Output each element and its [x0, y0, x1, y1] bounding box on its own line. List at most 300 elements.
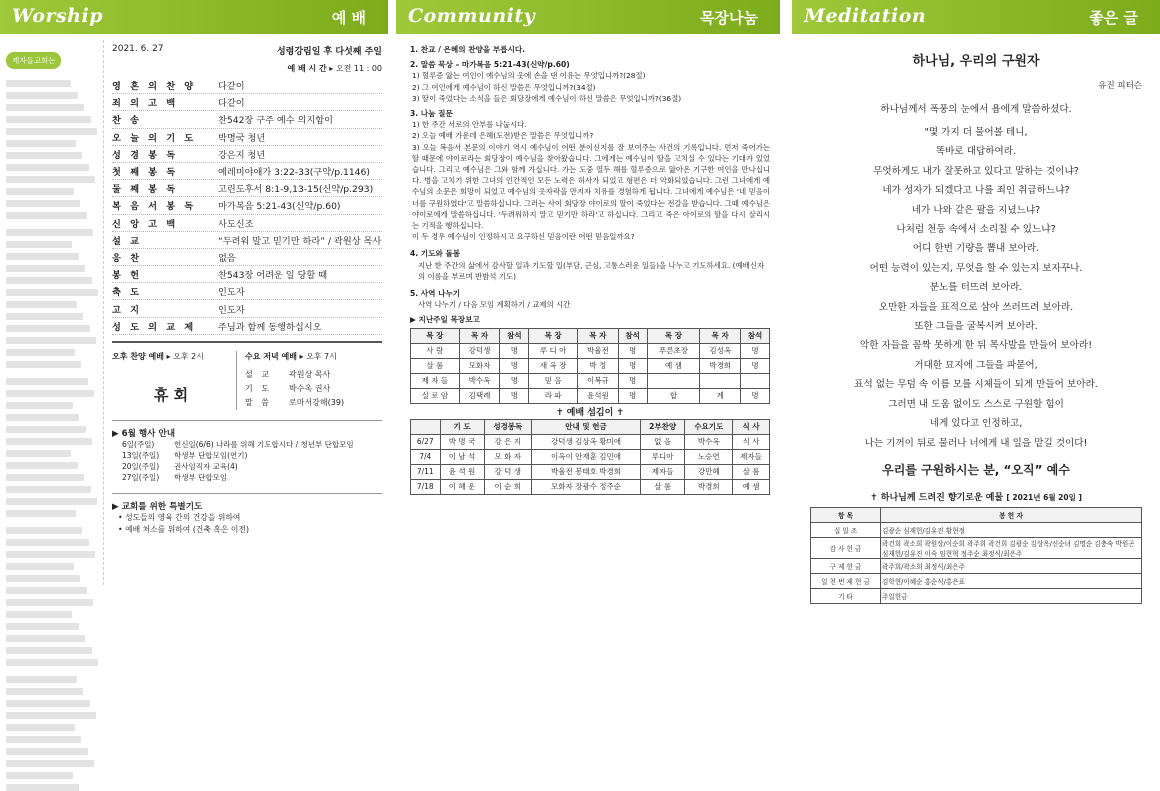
table-cell: 모화자 장광수 정주순 [532, 479, 641, 494]
order-row [112, 111, 382, 128]
table-cell: 박수옥 [685, 434, 733, 449]
sidebar-faded-text-line [6, 712, 96, 719]
sidebar-faded-text-line [6, 200, 80, 207]
poem-line: 어디 한번 기량을 뽐내 보아라. [912, 243, 1040, 255]
poem-line: 또한 그들을 굴복시켜 보아라. [914, 321, 1038, 333]
sidebar-faded-text-line [6, 724, 75, 731]
poem-line: 그러면 내 도움 없이도 스스로 구원할 힘이 [888, 398, 1064, 410]
community-banner-title: Community [408, 5, 536, 27]
sidebar-faded-text-line [6, 289, 98, 296]
afternoon-service-time: 오후 2시 [173, 351, 204, 361]
sidebar-faded-text-line [6, 164, 89, 171]
table-header-cell [411, 419, 441, 434]
step-prayer: 4. 기도와 돌봄 [410, 249, 461, 259]
sidebar-faded-text-line [6, 349, 75, 356]
order-row [112, 215, 382, 232]
order-item-name: 봉 헌 [112, 270, 142, 282]
table-cell [700, 373, 741, 388]
worship-panel [0, 0, 388, 587]
sidebar-faded-text-line [6, 659, 98, 666]
sidebar-faded-text-line [6, 772, 73, 779]
table-cell: 6/27 [411, 434, 441, 449]
ministry-text: 사역 나누기 / 다음 모임 계획하기 / 교제의 시간 [418, 300, 571, 310]
prayer-item-text: 성도들의 영육 간의 건강을 위하여 [125, 512, 241, 522]
offering-row [811, 558, 1142, 573]
offering-title: 하나님께 드려진 향기로운 예물 [880, 492, 1004, 503]
table-cell: 기 타 [811, 588, 881, 603]
order-item-name: 고 지 [112, 304, 142, 316]
table-header-row [811, 507, 1142, 522]
table-cell: 강덕생 [459, 343, 500, 358]
wednesday-item-name: 말 씀 [245, 398, 272, 408]
sidebar-faded-text-line [6, 378, 88, 385]
table-cell: 박 정 [577, 358, 618, 373]
order-item-value: 찬543장 어려운 일 당할 때 [218, 270, 328, 282]
order-item-value: 사도신조 [218, 218, 254, 230]
event-row [122, 461, 382, 472]
worship-order: 2021. 6. 27 성령강림일 후 다섯째 주일 예 배 시 간 ▸ 오전 11 : 00 영 혼 의 찬 양 다같이 죄 의 고 백 다같이 찬 송 찬542장 구주 예수 의지함이 오 늘 의 기 도 박명국 청년 성 경 봉 독 강은지 청년 첫 째 봉 독 예레미야애가 3:22-33(구약/p.1146) 둘 째 봉 독 고린도후서 8:1-9,13-15(신약/p.293) 복 음 서 봉 독 마가복음 5:21-43(신약/p.60) 신 앙 고 백 사도신조 설 교 “두려워 말고 믿기만 하라” / 곽원상 목사 응 찬 없음 봉 헌 찬543장 어려운 일 당할 때 축 도 인도자 고 지 인도자 성 도 의 교 제 주님과 함께 동행하십시오 오후 찬양 예배 ▸ 오후 2시 휴 회 수요 저녁 예배 ▸ 오후 7시 설 교 곽원상 목사 기 도 박수옥 권사 말 씀 로마서강해(39) ▶ 6월 행사 안내 6일(주일) 헌신일(6/6) 나라를 위해 기도합시다 / 청년부 단합모임 13일(주일) 학생부 단합모임(연기) 20일(주일) 권사임직자 교육(4) 27일(주일) 학생부 단합모임 ▶ 교회를 위한 특별기도 • 성도들의 영육 간의 건강을 위하여 • 예배 처소를 위하여 (건축 혹은 이전) [112, 44, 382, 534]
sidebar-faded-text-line [6, 128, 97, 135]
sidebar-faded-text-line [6, 301, 77, 308]
wednesday-row [245, 368, 382, 382]
order-row [112, 197, 382, 214]
sidebar-faded-text-line [6, 116, 91, 123]
sidebar-faded-text-line [6, 611, 72, 618]
table-cell: 제자들 [640, 464, 685, 479]
event-row [122, 439, 382, 450]
order-item-name: 영 혼 의 찬 양 [112, 81, 197, 93]
sidebar-faded-text-line [6, 450, 71, 457]
church-intro-badge: 제자들교회는 [6, 52, 61, 69]
meditation-banner-korean: 좋은 글 [1089, 9, 1138, 27]
table-cell: 강 은 지 [484, 434, 532, 449]
order-row [112, 300, 382, 317]
meditation-question: 2) 그 여인에게 예수님이 하신 말씀은 무엇입니까?(34절) [412, 82, 596, 92]
event-text: 학생부 단합모임(연기) [174, 450, 248, 460]
meditation-subtitle: 우리를 구원하시는 분, “오직” 예수 [882, 462, 1070, 477]
sidebar-faded-text-line [6, 575, 80, 582]
sidebar-faded-text-line [6, 736, 81, 743]
event-text: 헌신일(6/6) 나라를 위해 기도합시다 / 청년부 단합모임 [174, 439, 354, 449]
order-item-value: 강은지 청년 [218, 149, 266, 161]
table-cell: 모화자 [459, 358, 500, 373]
meditation-banner [792, 0, 1160, 34]
step-meditation: 2. 말씀 묵상 – 마가복음 5:21-43(신약/p.60) [410, 60, 570, 70]
step-praise: 1. 찬교 / 은혜의 찬양을 부릅시다. [410, 45, 526, 54]
offering-row [811, 588, 1142, 603]
event-text: 권사임직자 교육(4) [174, 461, 238, 471]
table-cell: 살 롬 [640, 479, 685, 494]
table-header-row [411, 419, 770, 434]
table-cell: 명 [741, 358, 770, 373]
table-cell: 김광순 심재헌/김유진 황현정 [881, 522, 1142, 537]
table-header-cell: 기 도 [440, 419, 484, 434]
poem-line: "몇 가지 더 물어볼 테니, [924, 127, 1028, 138]
table-cell: 박 명 국 [440, 434, 484, 449]
order-row [112, 318, 382, 335]
event-date: 6일(주일) [122, 439, 155, 449]
events-title: 6월 행사 안내 [121, 428, 176, 439]
event-text: 학생부 단합모임 [174, 472, 228, 482]
sidebar-faded-text-line [6, 176, 95, 183]
table-cell: 명 [741, 388, 770, 403]
table-header-cell: 참석 [500, 328, 529, 343]
poem-line: 오만한 자들을 표적으로 삼아 쓰러뜨려 보아라. [878, 301, 1074, 313]
table-cell: 십 일 조 [811, 522, 881, 537]
duty-row [411, 479, 770, 494]
sidebar-faded-text-line [6, 539, 89, 546]
table-cell: 명 [500, 388, 529, 403]
table-header-cell: 목 장 [411, 328, 460, 343]
table-cell: 명 [618, 388, 647, 403]
sidebar-faded-text-line [6, 402, 73, 409]
table-header-cell: 목 장 [529, 328, 578, 343]
poem-line: 무엇하게도 내가 잘못하고 있다고 말하는 것이냐? [873, 165, 1079, 177]
order-row [112, 163, 382, 180]
sidebar-faded-text-line [6, 647, 92, 654]
table-header-cell: 성경봉독 [484, 419, 532, 434]
table-cell: 박경희 [685, 479, 733, 494]
sidebar-faded-text-line [6, 748, 88, 755]
table-header-cell: 항 목 [811, 507, 881, 522]
meditation-banner-title: Meditation [804, 5, 927, 27]
order-item-value: 인도자 [218, 287, 245, 299]
sidebar-faded-text-line [6, 325, 90, 332]
order-item-name: 첫 째 봉 독 [112, 167, 179, 179]
table-cell: 이복규 [577, 373, 618, 388]
table-cell: 사 랑 [411, 343, 460, 358]
community-banner-korean: 목장나눔 [700, 9, 758, 27]
table-cell: 감 사 헌 금 [811, 537, 881, 558]
table-cell: 강 덕 생 [484, 464, 532, 479]
event-row [122, 450, 382, 461]
sharing-question-item: 2) 오늘 예배 가운데 은혜(도전)받은 말씀은 무엇입니까? [412, 131, 594, 141]
table-cell: 이 남 석 [440, 449, 484, 464]
order-item-name: 복 음 서 봉 독 [112, 201, 197, 213]
order-item-value: 인도자 [218, 304, 245, 316]
wednesday-item-value: 곽원상 목사 [289, 370, 331, 380]
table-header-row [411, 328, 770, 343]
sidebar-faded-text-line [6, 212, 87, 219]
event-date: 27일(주일) [122, 472, 160, 482]
order-item-value: “두려워 말고 믿기만 하라” / 곽원상 목사 [218, 235, 382, 247]
wednesday-item-name: 설 교 [245, 370, 272, 380]
sidebar-faded-text-line [6, 253, 79, 260]
table-header-cell: 목 자 [577, 328, 618, 343]
table-cell: 7/18 [411, 479, 441, 494]
sharing-paragraph: 3) 오늘 복음서 본문의 이야기 역시 예수님이 어떤 분이신지를 잘 보여주는 사건의 기록입니다. 먼저 죽어가는 딸 때문에 야이로라는 회당장이 예수님을 찾아왔습니다. 그에게는 예수님이 딸을 고치실 수 있다는 기대가 있었습니다. 그리고 예수님은 그와 함께 가십니다. 가는 도중 열두 해를 혈루증으로 앓아온 기구한 여인을 만나십니다. 병을 고치기 위한 그녀의 인간적인 모든 노력은 허사가 되었고 형편은 더 악화되었습니다. 그런 그녀에게 예수님의 소문은 희망이 되었고 예수님의 옷자락을 만지자 치유를 경험하게 됩니다. 그녀에게 예수님은 '네 믿음이 너를 구원하였다'고 말씀하십니다. 그러는 사이 회당장 야이로의 딸이 죽었다는 전갈을 받습니다. 그때 예수님은 야이로에게 말씀하십니다. '두려워하지 말고 믿기만 하라'고 하십니다. 그리고 죽은 아이로의 딸을 다시 살리시는 기적을 행하십니다. [412, 142, 770, 231]
table-cell [741, 373, 770, 388]
sidebar-faded-text-line [6, 426, 86, 433]
order-item-value: 찬542장 구주 예수 의지함이 [218, 115, 334, 127]
step-ministry: 5. 사역 나누기 [410, 289, 461, 299]
table-cell: 루 디 아 [529, 343, 578, 358]
table-header-cell: 안내 및 헌금 [532, 419, 641, 434]
sidebar-faded-text-line [6, 486, 91, 493]
duty-title: 예배 섬김이 [566, 407, 614, 418]
table-cell: 김학현/이혜순 홍순식/홍은표 [881, 573, 1142, 588]
table-cell: 박수옥 [459, 373, 500, 388]
order-item-name: 오 늘 의 기 도 [112, 132, 197, 144]
table-cell: 일 천 번 제 헌 금 [811, 573, 881, 588]
wednesday-item-name: 기 도 [245, 384, 272, 394]
order-list [112, 77, 382, 335]
table-cell: 강만혜 [685, 464, 733, 479]
table-cell: 명 [618, 343, 647, 358]
sharing-question: 이 두 경우 예수님이 인정하시고 요구하신 믿음이란 어떤 믿음일까요? [412, 232, 635, 242]
sidebar-faded-text-line [6, 265, 85, 272]
step-sharing: 3. 나눔 질문 [410, 109, 453, 119]
meditation-question: 1) 혈루증 앓는 여인이 예수님의 옷에 손을 댄 이유는 무엇입니까?(28절) [412, 71, 646, 81]
table-cell: 합 [647, 388, 700, 403]
table-cell: 박경희 [700, 358, 741, 373]
service-time-label: 예 배 시 간 [287, 64, 327, 73]
duty-row [411, 434, 770, 449]
sidebar-faded-text-line [6, 140, 76, 147]
sidebar-faded-text-line [6, 688, 83, 695]
duty-row [411, 464, 770, 479]
sidebar-faded-text-line [6, 337, 96, 344]
sharing-question-item: 1) 한 주간 서로의 안부를 나눕시다. [412, 120, 527, 130]
sidebar-faded-text-line [6, 438, 92, 445]
table-header-cell: 봉 헌 자 [881, 507, 1142, 522]
table-cell: 명 [618, 358, 647, 373]
table-cell: 김성옥 [700, 343, 741, 358]
sidebar-faded-text-line [6, 277, 92, 284]
order-item-name: 성 경 봉 독 [112, 149, 179, 161]
order-item-value: 박명국 청년 [218, 132, 266, 144]
table-cell: 명 [500, 373, 529, 388]
sidebar-faded-text-line [6, 551, 95, 558]
service-time-value: 오전 11 : 00 [335, 64, 382, 73]
table-cell: 박율전 봉태호 박경희 [532, 464, 641, 479]
sidebar-faded-text-line [6, 80, 71, 87]
order-item-name: 신 앙 고 백 [112, 218, 179, 230]
table-cell: 이 혜 운 [440, 479, 484, 494]
report-row [411, 373, 770, 388]
order-row [112, 94, 382, 111]
wednesday-row [245, 396, 382, 410]
prayer-item: • 성도들의 영육 간의 건강을 위하여 [118, 512, 241, 522]
table-cell: 명 [741, 343, 770, 358]
table-cell: 명 [500, 358, 529, 373]
offering-row [811, 537, 1142, 558]
order-item-value: 없음 [218, 252, 236, 264]
table-cell: 제 자 들 [411, 373, 460, 388]
table-cell: 실 로 암 [411, 388, 460, 403]
table-cell [647, 373, 700, 388]
table-cell: 예 샘 [647, 358, 700, 373]
table-cell: 푸른초장 [647, 343, 700, 358]
meditation-author: 유진 피터슨 [1098, 81, 1142, 91]
table-cell: 윤석원 [577, 388, 618, 403]
meditation-title: 하나님, 우리의 구원자 [912, 54, 1040, 69]
table-cell: 예 샘 [733, 479, 770, 494]
order-row [112, 283, 382, 300]
order-row [112, 77, 382, 94]
table-cell: 윤 석 원 [440, 464, 484, 479]
cell-report-table [410, 328, 770, 404]
event-row [122, 472, 382, 483]
wednesday-row [245, 382, 382, 396]
poem-line: 어떤 능력이 있는지, 무엇을 할 수 있는지 보자꾸나. [869, 262, 1083, 274]
worship-banner-korean: 예 배 [331, 9, 366, 27]
order-item-value: 마가복음 5:21-43(신약/p.60) [218, 201, 341, 213]
offering-table [810, 507, 1142, 604]
order-item-name: 둘 째 봉 독 [112, 184, 179, 196]
sidebar-faded-text-line [6, 784, 79, 791]
table-cell: 새 옥 장 [529, 358, 578, 373]
prayer-text: 지난 한 주간의 삶에서 감사할 일과 기도할 일(부담, 근심, 고통스러운 일들)을 나누고 기도하세요. (예배신자의 이름을 부르며 반밤석 기도) [418, 260, 765, 281]
prayer-item-text: 예배 처소를 위하여 (건축 혹은 이전) [125, 524, 249, 534]
poem-line: 표석 없는 무덤 속 이름 모를 시체들이 되게 만들어 보아라. [854, 379, 1098, 391]
order-row [112, 146, 382, 163]
wednesday-service-time: 오후 7시 [306, 351, 337, 361]
order-item-value: 고린도후서 8:1-9,13-15(신약/p.293) [218, 184, 374, 196]
prayer-item: • 예배 처소를 위하여 (건축 혹은 이전) [118, 524, 249, 534]
order-row [112, 249, 382, 266]
table-cell: 믿 음 [529, 373, 578, 388]
poem-line: 나처럼 천둥 속에서 소리칠 수 있느냐? [896, 224, 1056, 236]
offering-date: [ 2021년 6월 20일 ] [1006, 492, 1082, 502]
sidebar-faded-text-line [6, 700, 90, 707]
prayer-title: 교회를 위한 특별기도 [121, 501, 203, 512]
worship-banner [0, 0, 388, 34]
sidebar-faded-text-line [6, 92, 78, 99]
sidebar-faded-text-line [6, 498, 97, 505]
poem-line: 네가 성자가 되겠다고 나를 죄인 취급하느냐? [882, 185, 1070, 197]
sidebar-faded-text-line [6, 623, 79, 630]
sidebar-faded-text-line [6, 229, 93, 236]
table-cell: 곽건희 곽소희 곽원상/이순희 곽주희 곽건희 김광순 김상옥/신순녀 김명순 김충숙 박원곤 심재헌/김유진 이숙 임현혁 정주순 최정식/최은주 [881, 537, 1142, 558]
table-cell: 제자들 [733, 449, 770, 464]
order-item-value: 주님과 함께 동행하십시오 [218, 321, 322, 333]
meditation-poem [810, 123, 1142, 453]
poem-line: 네가 나와 같은 팔을 지녔느냐? [911, 204, 1041, 216]
sidebar-faded-text-line [6, 527, 82, 534]
report-title: 지난주일 목장보고 [418, 315, 480, 325]
sidebar-faded-text-line [6, 510, 76, 517]
sidebar-faded-text-line [6, 587, 87, 594]
poem-line: 거대한 묘지에 그들을 파묻어, [914, 359, 1038, 371]
table-header-cell: 목 자 [459, 328, 500, 343]
meditation-panel [792, 0, 1160, 601]
table-cell: 모 화 자 [484, 449, 532, 464]
table-cell: 강덕생 김상옥 황미애 [532, 434, 641, 449]
community-panel [396, 0, 780, 587]
sidebar-faded-text-line [6, 760, 94, 767]
meditation-question: 3) 딸이 죽었다는 소식을 들은 회당장에게 예수님이 하신 말씀은 무엇입니까?(36절) [412, 93, 682, 103]
table-header-cell: 목 자 [700, 328, 741, 343]
table-header-cell: 2부찬양 [640, 419, 685, 434]
offering-row [811, 522, 1142, 537]
church-intro-sidebar [0, 40, 104, 585]
table-cell: 구 제 헌 금 [811, 558, 881, 573]
order-row [112, 266, 382, 283]
order-item-name: 응 찬 [112, 252, 142, 264]
order-item-value: 예레미야애가 3:22-33(구약/p.1146) [218, 167, 370, 179]
poem-line: 나는 기꺼이 뒤로 물러나 너에게 내 일을 맡길 것이다! [864, 437, 1088, 449]
table-cell: 계 [700, 388, 741, 403]
sidebar-faded-text-line [6, 474, 84, 481]
table-cell: 루디아 [640, 449, 685, 464]
offering-row [811, 573, 1142, 588]
meditation-body: 하나님, 우리의 구원자 유진 피터슨 하나님께서 폭풍의 눈에서 욥에게 말씀하셨다. "몇 가지 더 물어볼 테니, 똑바로 대답하여라. 무엇하게도 내가 잘못하고 있다고 말하는 것이냐? 네가 성자가 되겠다고 나를 죄인 취급하느냐? 네가 나와 같은 팔을 지녔느냐? 나처럼 천둥 속에서 소리칠 수 있느냐? 어디 한번 기량을 뽐내 보아라. 어떤 능력이 있는지, 무엇을 할 수 있는지 보자꾸나. 분노를 터뜨려 보아라. 오만한 자들을 표적으로 삼아 쓰러뜨려 보아라. 또한 그들을 굴복시켜 보아라. 악한 자들을 꼼짝 못하게 한 뒤 목사발을 만들어 보아라! 거대한 묘지에 그들을 파묻어, 표석 없는 무덤 속 이름 모를 시체들이 되게 만들어 보아라. 그러면 내 도움 없이도 스스로 구원할 힘이 네게 있다고 인정하고, 나는 기꺼이 뒤로 물러나 너에게 내 일을 맡길 것이다! 우리를 구원하시는 분, “오직” 예수 ✝ 하나님께 드려진 향기로운 예물 [ 2021년 6월 20일 ] 항 목 봉 헌 자 십 일 조 김광순 심재헌/김유진 황현정 감 사 헌 금 곽건희 곽소희 곽원상/이순희 곽주희 곽건희 김광순 김상옥/신순녀 김명순 김충숙 박원곤 심재헌/김유진 이숙 임현혁 정주순 최정식/최은주 구 제 헌 금 곽주희/곽소희 최정식/최은주 일 천 번 제 헌 금 김학현/이혜순 홍순식/홍은표 기 타 주일헌금 [792, 50, 1160, 604]
service-duty-table [410, 419, 770, 495]
report-row [411, 358, 770, 373]
worship-banner-title: Worship [12, 5, 103, 27]
table-cell: 살 롬 [411, 358, 460, 373]
wednesday-service-label: 수요 저녁 예배 [245, 351, 297, 361]
service-date: 2021. 6. 27 [112, 44, 164, 54]
table-cell: 김택례 [459, 388, 500, 403]
sidebar-faded-text-line [6, 152, 82, 159]
table-cell: 명 [618, 373, 647, 388]
sidebar-faded-text-line [6, 599, 93, 606]
sidebar-faded-text-line [6, 635, 85, 642]
sidebar-faded-text-line [6, 414, 79, 421]
order-item-name: 찬 송 [112, 115, 142, 127]
sidebar-faded-text-line [6, 390, 94, 397]
table-header-cell: 식 사 [733, 419, 770, 434]
wednesday-item-value: 박수옥 권사 [289, 384, 331, 394]
poem-line: 네게 있다고 인정하고, [929, 418, 1023, 430]
table-cell: 명 [500, 343, 529, 358]
order-row [112, 129, 382, 146]
order-item-name: 성 도 의 교 제 [112, 321, 197, 333]
event-date: 13일(주일) [122, 450, 160, 460]
poem-line: 악한 자들을 꼼짝 못하게 한 뒤 목사발을 만들어 보아라! [859, 340, 1093, 352]
afternoon-rest: 휴 회 [153, 385, 189, 404]
order-item-name: 죄 의 고 백 [112, 98, 179, 110]
sidebar-faded-text-line [6, 241, 72, 248]
report-row [411, 388, 770, 403]
table-header-cell: 수요기도 [685, 419, 733, 434]
table-cell: 7/11 [411, 464, 441, 479]
order-row [112, 180, 382, 197]
sidebar-faded-text-line [6, 104, 84, 111]
community-body: 1. 찬교 / 은혜의 찬양을 부릅시다. 2. 말씀 묵상 – 마가복음 5:21-43(신약/p.60) 1) 혈루증 앓는 여인이 예수님의 옷에 손을 댄 이유는 무엇입니까?(28절) 2) 그 여인에게 예수님이 하신 말씀은 무엇입니까?(34절) 3) 딸이 죽었다는 소식을 들은 회당장에게 예수님이 하신 말씀은 무엇입니까?(36절) 3. 나눔 질문 1) 한 주간 서로의 안부를 나눕시다. 2) 오늘 예배 가운데 은혜(도전)받은 말씀은 무엇입니까? 3) 오늘 복음서 본문의 이야기 역시 예수님이 어떤 분이신지를 잘 보여주는 사건의 기록입니다. 먼저 죽어가는 딸 때문에 야이로라는 회당장이 예수님을 찾아왔습니다. 그에게는 예수님이 딸을 고치실 수 있다는 기대가 있었습니다. 그리고 예수님은 그와 함께 가십니다. 가는 도중 열두 해를 혈루증으로 앓아온 기구한 여인을 만나십니다. 병을 고치기 위한 그녀의 인간적인 모든 노력은 허사가 되었고 형편은 더 악화되었습니다. 그런 그녀에게 예수님의 소문은 희망이 되었고 예수님의 옷자락을 만지자 치유를 경험하게 됩니다. 그녀에게 예수님은 '네 믿음이 너를 구원하였다'고 말씀하십니다. 그러는 사이 회당장 야이로의 딸이 죽었다는 전갈을 받습니다. 그때 예수님은 야이로에게 말씀하십니다. '두려워하지 말고 믿기만 하라'고 하십니다. 그리고 죽은 아이로의 딸을 다시 살리시는 기적을 행하십니다. 이 두 경우 예수님이 인정하시고 요구하신 믿음이란 어떤 믿음일까요? 4. 기도와 돌봄 지난 한 주간의 삶에서 감사할 일과 기도할 일(부담, 근심, 고통스러운 일들)을 나누고 기도하세요. (예배신자의 이름을 부르며 반밤석 기도) 5. 사역 나누기 사역 나누기 / 다음 모임 계획하기 / 교제의 시간 ▶ 지난주일 목장보고 목 장 목 자 참석 목 장 목 자 참석 목 장 목 자 참석 사 랑 강덕생 명 루 디 아 박율전 명 푸른초장 김성옥 명 살 롬 모화자 명 새 옥 장 박 정 명 예 샘 박경희 명 제 자 들 박수옥 명 믿 음 이복규 명 실 로 암 김택례 명 라 파 윤석원 명 합 계 명 ✝ 예배 섬김이 ✝ 기 도 성경봉독 안내 및 헌금 2부찬양 수요기도 식 사 6/27 박 명 국 강 은 지 강덕생 김상옥 황미애 없 음 박수옥 식 사 7/4 이 남 석 모 화 자 이옥이 안재훈 김민애 루디아 노승연 제자들 7/11 윤 석 원 강 덕 생 박율전 봉태호 박경희 제자들 강만혜 살 롬 7/18 이 혜 운 이 순 희 모화자 장광수 정주순 살 롬 박경희 예 샘 [396, 34, 780, 495]
event-date: 20일(주일) [122, 461, 160, 471]
meditation-intro: 하나님께서 폭풍의 눈에서 욥에게 말씀하셨다. [880, 104, 1072, 115]
table-header-cell: 참석 [741, 328, 770, 343]
sidebar-faded-text-line [6, 462, 78, 469]
sidebar-faded-text-line [6, 563, 74, 570]
sidebar-faded-text-line [6, 188, 74, 195]
table-cell: 라 파 [529, 388, 578, 403]
table-cell: 노승연 [685, 449, 733, 464]
table-cell: 곽주희/곽소희 최정식/최은주 [881, 558, 1142, 573]
order-item-name: 설 교 [112, 235, 142, 247]
service-title: 성령강림일 후 다섯째 주일 [276, 47, 382, 57]
sidebar-faded-text-line [6, 676, 77, 683]
table-header-cell: 참석 [618, 328, 647, 343]
table-cell: 없 음 [640, 434, 685, 449]
poem-line: 똑바로 대답하여라. [935, 146, 1017, 158]
poem-line: 분노를 터뜨려 보아라. [929, 282, 1023, 294]
table-header-cell: 목 장 [647, 328, 700, 343]
table-cell: 7/4 [411, 449, 441, 464]
table-cell: 박율전 [577, 343, 618, 358]
order-item-value: 다같이 [218, 81, 245, 93]
community-banner [396, 0, 780, 34]
afternoon-service-label: 오후 찬양 예배 [112, 351, 164, 361]
table-cell: 식 사 [733, 434, 770, 449]
order-item-value: 다같이 [218, 98, 245, 110]
table-cell: 살 롬 [733, 464, 770, 479]
order-item-name: 축 도 [112, 287, 142, 299]
sidebar-faded-text-line [6, 313, 83, 320]
